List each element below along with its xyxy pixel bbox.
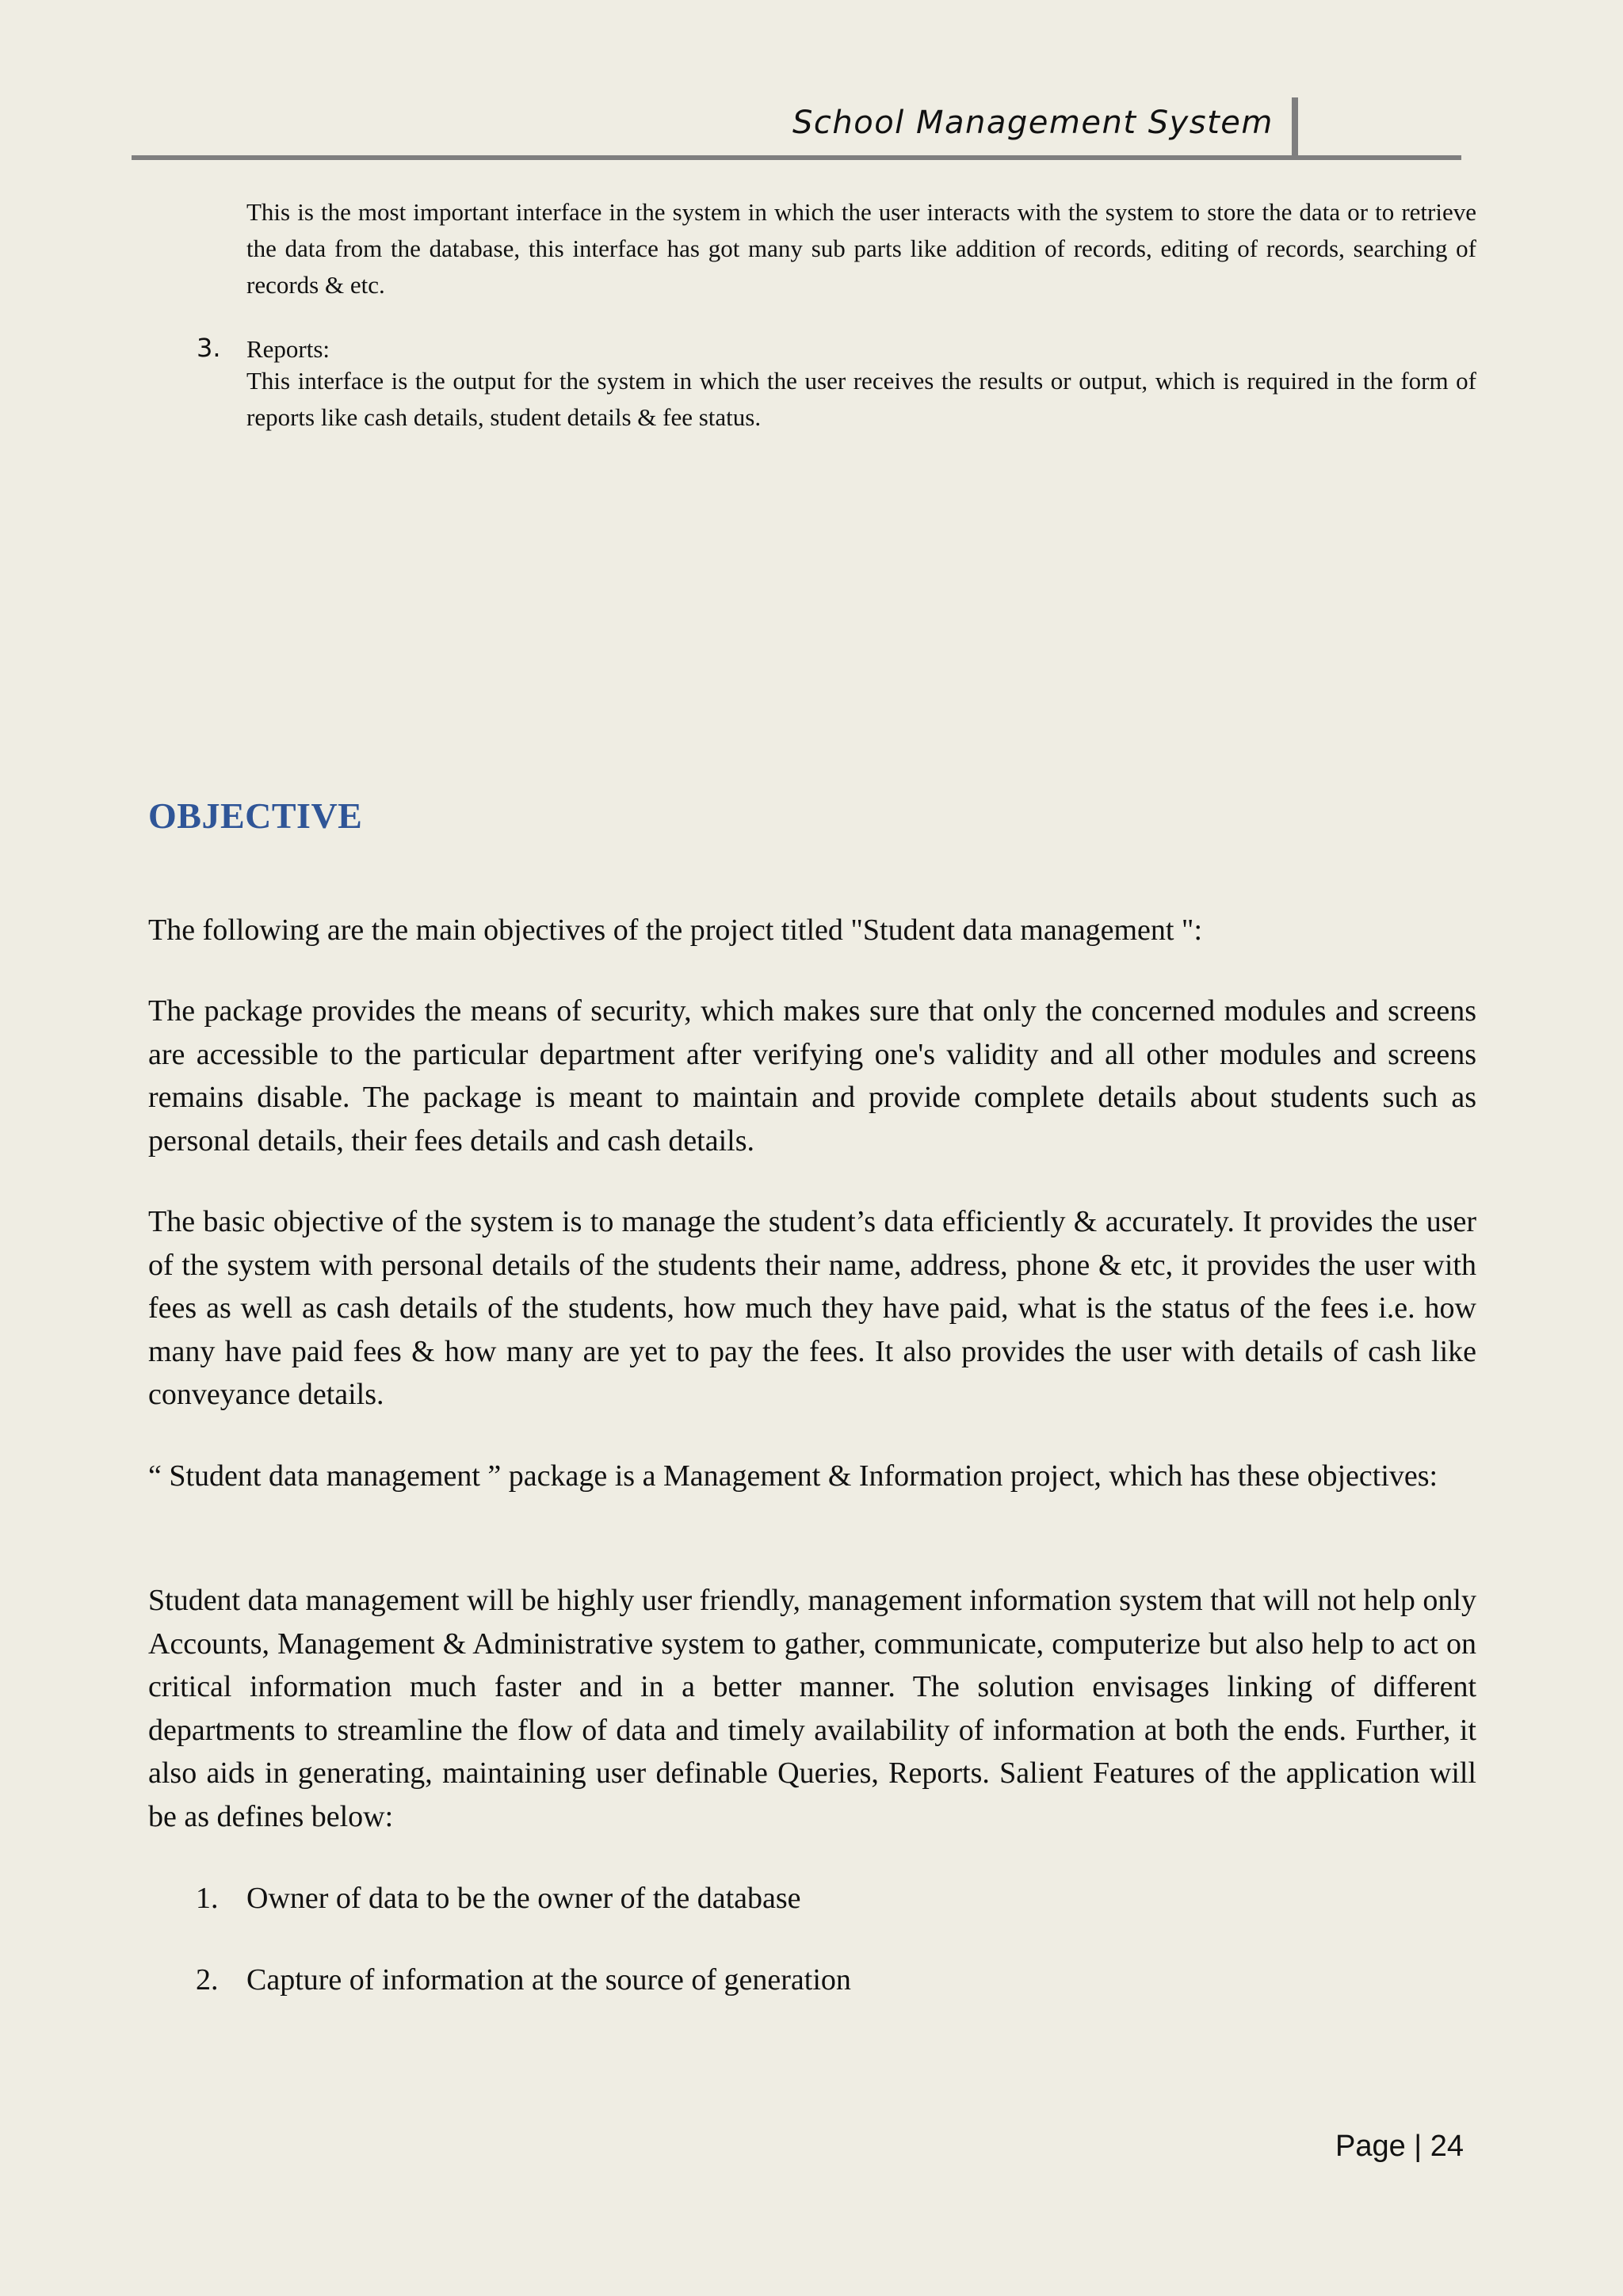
objective-paragraph: The following are the main objectives of the project titled "Student data management ": — [148, 913, 1202, 947]
list-item-text: Owner of data to be the owner of the database — [246, 1882, 801, 1915]
header-vertical-bar — [1292, 97, 1298, 158]
list-item-number: 1. — [196, 1882, 219, 1915]
objective-paragraph: The basic objective of the system is to manage the student’s data efficiently & accurately. It provides the user of the system with personal details of the students their name, address, phone & etc, it provides the user with fees as well as cash details of the students, how much they have paid, what is the status of the fees i.e. how many have paid fees & how many are yet to pay the fees. It also provides the user with details of cash like conveyance details. — [148, 1205, 1476, 1411]
running-header-title: School Management System — [792, 105, 1274, 141]
list-item-number: 2. — [196, 1963, 219, 1997]
objective-paragraph: Student data management will be highly user friendly, management information system that will not help only Accounts, Management & Administrative system to gather, communicate, computerize but also help to act on critical information much faster and in a better manner. The solution envisages linking of different departments to streamline the flow of data and timely availability of information at both the ends. Further, it also aids in generating, maintaining user definable Queries, Reports. Salient Features of the application will be as defines below: — [148, 1584, 1476, 1833]
objective-paragraph: “ Student data management ” package is a Management & Information project, which has these objectives: — [148, 1459, 1438, 1493]
header-rule — [132, 155, 1461, 160]
list-item — [196, 1877, 1464, 1920]
page-number: Page | 24 — [1335, 2130, 1464, 2163]
list-item — [196, 1958, 1464, 2001]
reports-item-label: Reports: — [246, 335, 330, 363]
objective-paragraph: The package provides the means of security, which makes sure that only the concerned modules and screens are accessible to the particular department after verifying one's validity and all other modules and screens remains disable. The package is meant to maintain and provide complete details about students such as personal details, their fees details and cash details. — [148, 994, 1476, 1158]
list-item-text: Capture of information at the source of generation — [246, 1963, 851, 1997]
reports-item-number: 3. — [197, 333, 221, 363]
interface-description-paragraph: This is the most important interface in the system in which the user interacts with the system to store the data or to retrieve the data from the database, this interface has got many sub parts like addition of records, editing of records, searching of records & etc. — [246, 198, 1476, 299]
reports-description-paragraph: This interface is the output for the system in which the user receives the results or output, which is required in the form of reports like cash details, student details & fee status. — [246, 367, 1476, 431]
section-heading-objective: OBJECTIVE — [148, 795, 363, 836]
